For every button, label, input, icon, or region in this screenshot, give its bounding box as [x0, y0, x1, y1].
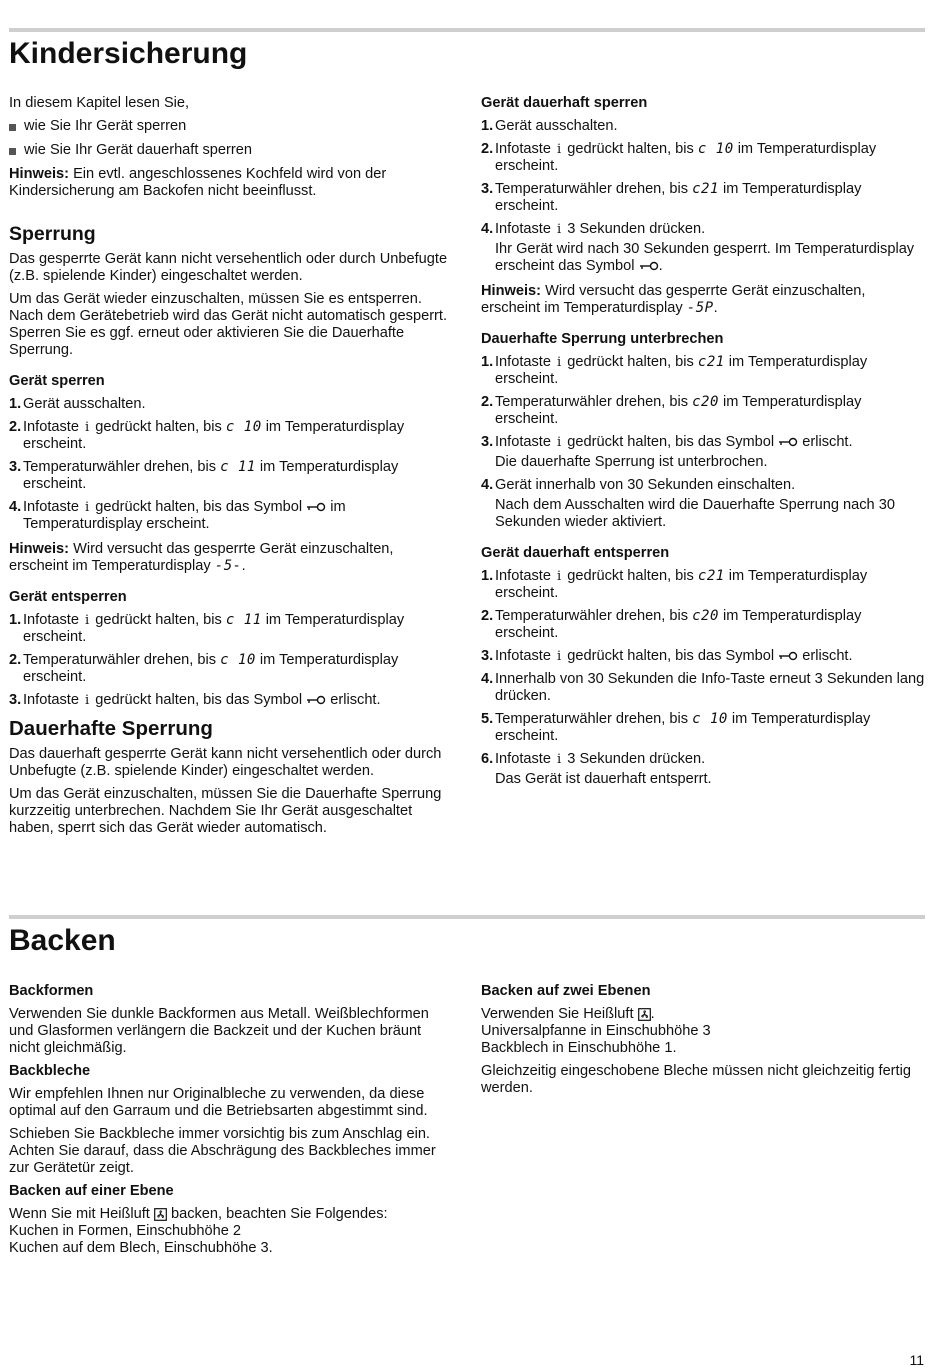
note-label: Hinweis:: [9, 166, 70, 182]
step-text: im Temperaturdisplay erscheint.: [495, 568, 868, 601]
display-code: -5-: [214, 558, 242, 574]
steps-unterbrechen: [481, 354, 926, 531]
step-text: Temperaturwähler drehen, bis: [495, 181, 689, 197]
line-text: .: [650, 1006, 655, 1022]
display-code: c21: [697, 354, 725, 370]
step-text: Infotaste: [495, 141, 551, 157]
step-text: Infotaste: [495, 434, 551, 450]
step: 2. Temperaturwähler drehen, bis c20 im Temperaturdisplay erscheint.: [481, 608, 862, 641]
display-code: c 10: [220, 652, 256, 668]
step-text: im Temperaturdisplay erscheint.: [495, 181, 862, 214]
key-lock-icon: [306, 502, 326, 512]
paragraph: Das dauerhaft gesperrte Gerät kann nicht versehentlich oder durch Unbefugte (z.B. spielende Kinder) eingeschaltet werden.: [9, 746, 442, 779]
step-text: Ihr Gerät wird nach 30 Sekunden gesperrt. Im Temperaturdisplay erscheint das Symbol: [495, 241, 915, 274]
step-text: Infotaste: [23, 612, 79, 628]
step: 4. Infotaste i gedrückt halten, bis das Symbol im Temperaturdisplay erscheint.: [9, 499, 346, 532]
note-text: Wird versucht das gesperrte Gerät einzuschalten, erscheint im Temperaturdisplay: [9, 541, 394, 574]
note: [481, 283, 926, 317]
step: 2. Temperaturwähler drehen, bis c 10 im Temperaturdisplay erscheint.: [9, 652, 399, 685]
line-text: Backblech in Einschubhöhe 1.: [481, 1040, 677, 1056]
heading-unterbrechen: Dauerhafte Sperrung unterbrechen: [481, 331, 724, 347]
section-title: Kindersicherung: [9, 37, 248, 70]
note-end: .: [713, 300, 718, 316]
step-subtext: Die dauerhafte Sperrung ist unterbrochen.: [495, 454, 768, 470]
display-code: c20: [692, 608, 719, 624]
step-text: .: [658, 258, 663, 274]
step-text: Temperaturwähler drehen, bis: [495, 394, 689, 410]
step-text: Infotaste: [495, 751, 551, 767]
info-icon: i: [557, 752, 562, 767]
heading-geraet-sperren: Gerät sperren: [9, 373, 105, 389]
step-text: Infotaste: [495, 221, 551, 237]
display-code: -5P: [686, 300, 714, 316]
heading-dauerhaft-entsperren: Gerät dauerhaft entsperren: [481, 545, 670, 561]
display-code: c20: [692, 394, 719, 410]
step: 4. Gerät innerhalb von 30 Sekunden einschalten. Nach dem Ausschalten wird die Dauerhafte Sperrung nach 30 Sekunden wieder aktiviert.: [481, 477, 926, 531]
line-text: Kuchen in Formen, Einschubhöhe 2: [9, 1223, 242, 1239]
step: 5. Temperaturwähler drehen, bis c 10 im Temperaturdisplay erscheint.: [481, 711, 871, 744]
hot-air-fan-icon: [154, 1208, 167, 1221]
step-text: Infotaste: [495, 568, 551, 584]
display-code: c21: [692, 181, 719, 197]
step-text: gedrückt halten, bis das Symbol: [95, 692, 303, 708]
step: 4. Infotaste i 3 Sekunden drücken. Ihr Gerät wird nach 30 Sekunden gesperrt. Im Temperaturdisplay erscheint das Symbol .: [481, 221, 926, 275]
info-icon: i: [557, 569, 562, 584]
step-text: im Temperaturdisplay erscheint.: [495, 608, 862, 641]
steps-sperren: [9, 396, 454, 533]
step: 2. Infotaste i gedrückt halten, bis c 10 im Temperaturdisplay erscheint.: [9, 419, 405, 452]
info-icon: i: [557, 649, 562, 664]
intro-list: [9, 118, 454, 159]
step-text: Infotaste: [495, 648, 551, 664]
section-title: Backen: [9, 924, 116, 957]
step-text: Infotaste: [495, 354, 551, 370]
step-text: erlischt.: [802, 434, 853, 450]
steps-dauerhaft-sperren: [481, 118, 926, 275]
left-column: [9, 983, 454, 1263]
step-text: Gerät innerhalb von 30 Sekunden einschalten.: [495, 477, 796, 493]
step-text: gedrückt halten, bis: [567, 354, 694, 370]
step-text: im Temperaturdisplay erscheint.: [23, 459, 399, 492]
line-text: Kuchen auf dem Blech, Einschubhöhe 3.: [9, 1240, 273, 1256]
step: 6. Infotaste i 3 Sekunden drücken. Das Gerät ist dauerhaft entsperrt.: [481, 751, 926, 788]
heading-sperrung: Sperrung: [9, 223, 96, 245]
info-icon: i: [85, 613, 90, 628]
step: 3. Temperaturwähler drehen, bis c 11 im Temperaturdisplay erscheint.: [9, 459, 399, 492]
step: 3. Infotaste i gedrückt halten, bis das Symbol erlischt.: [481, 648, 853, 664]
step: 3. Temperaturwähler drehen, bis c21 im Temperaturdisplay erscheint.: [481, 181, 862, 214]
note-end: .: [241, 558, 246, 574]
step: 3. Infotaste i gedrückt halten, bis das Symbol erlischt. Die dauerhafte Sperrung ist unterbrochen.: [481, 434, 926, 471]
display-code: c 11: [225, 612, 262, 628]
step-text: Infotaste: [23, 419, 79, 435]
info-icon: i: [85, 693, 90, 708]
list-item: wie Sie Ihr Gerät dauerhaft sperren: [9, 142, 454, 159]
note: [9, 541, 454, 575]
step-text: 3 Sekunden drücken.: [567, 221, 706, 237]
step-text: Innerhalb von 30 Sekunden die Info-Taste erneut 3 Sekunden lang drücken.: [495, 671, 925, 704]
paragraph: Schieben Sie Backbleche immer vorsichtig bis zum Anschlag ein. Achten Sie darauf, dass die Abschrägung des Backbleches immer zur Gerätetür zeigt.: [9, 1126, 436, 1176]
list-item: wie Sie Ihr Gerät sperren: [9, 118, 454, 135]
line-text: Wenn Sie mit Heißluft: [9, 1206, 150, 1222]
info-icon: i: [557, 142, 562, 157]
right-column: [481, 95, 926, 796]
step-text: gedrückt halten, bis: [567, 568, 694, 584]
info-icon: i: [85, 420, 90, 435]
info-icon: i: [557, 222, 562, 237]
intro-text: In diesem Kapitel lesen Sie,: [9, 95, 190, 111]
step-text: im Temperaturdisplay erscheint.: [495, 141, 877, 174]
info-icon: i: [557, 355, 562, 370]
display-code: c 10: [225, 419, 262, 435]
display-code: c 11: [220, 459, 256, 475]
step-text: Temperaturwähler drehen, bis: [495, 711, 689, 727]
paragraph: Verwenden Sie dunkle Backformen aus Metall. Weißblechformen und Glasformen verlängern die Backzeit und der Kuchen bräunt nicht gleichmäßig.: [9, 1006, 429, 1056]
key-lock-icon: [639, 261, 659, 271]
step-text: Gerät ausschalten.: [495, 118, 618, 134]
step: 1. Infotaste i gedrückt halten, bis c21 im Temperaturdisplay erscheint.: [481, 354, 868, 387]
step-text: Temperaturwähler drehen, bis: [23, 652, 217, 668]
line-text: Verwenden Sie Heißluft: [481, 1006, 634, 1022]
step-text: 3 Sekunden drücken.: [567, 751, 706, 767]
section-rule: [9, 915, 925, 919]
step-text: Infotaste: [23, 692, 79, 708]
paragraph: [481, 1006, 926, 1057]
step-text: im Temperaturdisplay erscheint.: [23, 419, 405, 452]
display-code: c 10: [692, 711, 728, 727]
step-text: gedrückt halten, bis das Symbol: [95, 499, 303, 515]
note-label: Hinweis:: [9, 541, 70, 557]
line-text: Universalpfanne in Einschubhöhe 3: [481, 1023, 711, 1039]
right-column: [481, 983, 926, 1103]
paragraph: Das gesperrte Gerät kann nicht versehentlich oder durch Unbefugte (z.B. spielende Kinder) eingeschaltet werden.: [9, 251, 448, 284]
left-column: [9, 95, 454, 843]
section-rule: [9, 28, 925, 32]
paragraph: Um das Gerät wieder einzuschalten, müssen Sie es entsperren. Nach dem Gerätebetrieb wird das Gerät nicht automatisch gesperrt. Sperren Sie es ggf. erneut oder aktivieren Sie die Dauerhafte Sperrung.: [9, 291, 448, 358]
step: 1. Gerät ausschalten.: [481, 118, 618, 134]
key-lock-icon: [778, 651, 798, 661]
note-text: Ein evtl. angeschlossenes Kochfeld wird von der Kindersicherung am Backofen nicht beeinflusst.: [9, 166, 387, 199]
key-lock-icon: [306, 695, 326, 705]
step-text: im Temperaturdisplay erscheint.: [23, 499, 346, 532]
note: [9, 166, 454, 200]
heading-backformen: Backformen: [9, 983, 94, 999]
paragraph: Gleichzeitig eingeschobene Bleche müssen nicht gleichzeitig fertig werden.: [481, 1063, 911, 1096]
display-code: c 10: [697, 141, 734, 157]
step: 3. Infotaste i gedrückt halten, bis das Symbol erlischt.: [9, 692, 381, 708]
heading-backen-eine-ebene: Backen auf einer Ebene: [9, 1183, 174, 1199]
steps-entsperren: [9, 612, 454, 709]
step-text: Infotaste: [23, 499, 79, 515]
step-text: gedrückt halten, bis das Symbol: [567, 434, 775, 450]
step: 2. Temperaturwähler drehen, bis c20 im Temperaturdisplay erscheint.: [481, 394, 862, 427]
note-label: Hinweis:: [481, 283, 542, 299]
step-text: gedrückt halten, bis das Symbol: [567, 648, 775, 664]
display-code: c21: [697, 568, 725, 584]
info-icon: i: [557, 435, 562, 450]
step-text: gedrückt halten, bis: [95, 419, 222, 435]
step: 1. Infotaste i gedrückt halten, bis c21 im Temperaturdisplay erscheint.: [481, 568, 868, 601]
step: 1. Gerät ausschalten.: [9, 396, 146, 412]
step-subtext: Nach dem Ausschalten wird die Dauerhafte Sperrung nach 30 Sekunden wieder aktiviert.: [495, 497, 895, 530]
step-text: gedrückt halten, bis: [95, 612, 222, 628]
paragraph: Wir empfehlen Ihnen nur Originalbleche zu verwenden, da diese optimal auf den Garraum und die Betriebsarten abgestimmt sind.: [9, 1086, 428, 1119]
step: 2. Infotaste i gedrückt halten, bis c 10 im Temperaturdisplay erscheint.: [481, 141, 877, 174]
hot-air-fan-icon: [638, 1008, 651, 1021]
step-text: im Temperaturdisplay erscheint.: [23, 652, 399, 685]
steps-dauerhaft-entsperren: [481, 568, 926, 788]
step: 4. Innerhalb von 30 Sekunden die Info-Taste erneut 3 Sekunden lang drücken.: [481, 671, 925, 704]
step-text: im Temperaturdisplay erscheint.: [23, 612, 405, 645]
step-text: Temperaturwähler drehen, bis: [495, 608, 689, 624]
paragraph: Um das Gerät einzuschalten, müssen Sie die Dauerhafte Sperrung kurzzeitig unterbrechen. Nachdem Sie Ihr Gerät ausgeschaltet haben, sperrt sich das Gerät wieder automatisch.: [9, 786, 442, 836]
heading-backen-zwei-ebenen: Backen auf zwei Ebenen: [481, 983, 651, 999]
page-number: 11: [909, 1352, 924, 1368]
step-text: gedrückt halten, bis: [567, 141, 694, 157]
step-text: Gerät ausschalten.: [23, 396, 146, 412]
heading-geraet-entsperren: Gerät entsperren: [9, 589, 127, 605]
step-subtext: [495, 241, 926, 275]
step-text: im Temperaturdisplay erscheint.: [495, 711, 871, 744]
step-text: im Temperaturdisplay erscheint.: [495, 394, 862, 427]
heading-backbleche: Backbleche: [9, 1063, 91, 1079]
step-subtext: Das Gerät ist dauerhaft entsperrt.: [495, 771, 712, 787]
step-text: erlischt.: [330, 692, 381, 708]
info-icon: i: [85, 500, 90, 515]
step-text: Temperaturwähler drehen, bis: [23, 459, 217, 475]
heading-dauerhaft-sperren: Gerät dauerhaft sperren: [481, 95, 648, 111]
note-text: Wird versucht das gesperrte Gerät einzuschalten, erscheint im Temperaturdisplay: [481, 283, 866, 316]
step-text: im Temperaturdisplay erscheint.: [495, 354, 868, 387]
step: 1. Infotaste i gedrückt halten, bis c 11 im Temperaturdisplay erscheint.: [9, 612, 405, 645]
key-lock-icon: [778, 437, 798, 447]
paragraph: [9, 1206, 454, 1257]
line-text: backen, beachten Sie Folgendes:: [170, 1206, 388, 1222]
step-text: erlischt.: [802, 648, 853, 664]
heading-dauerhafte-sperrung: Dauerhafte Sperrung: [9, 717, 213, 740]
